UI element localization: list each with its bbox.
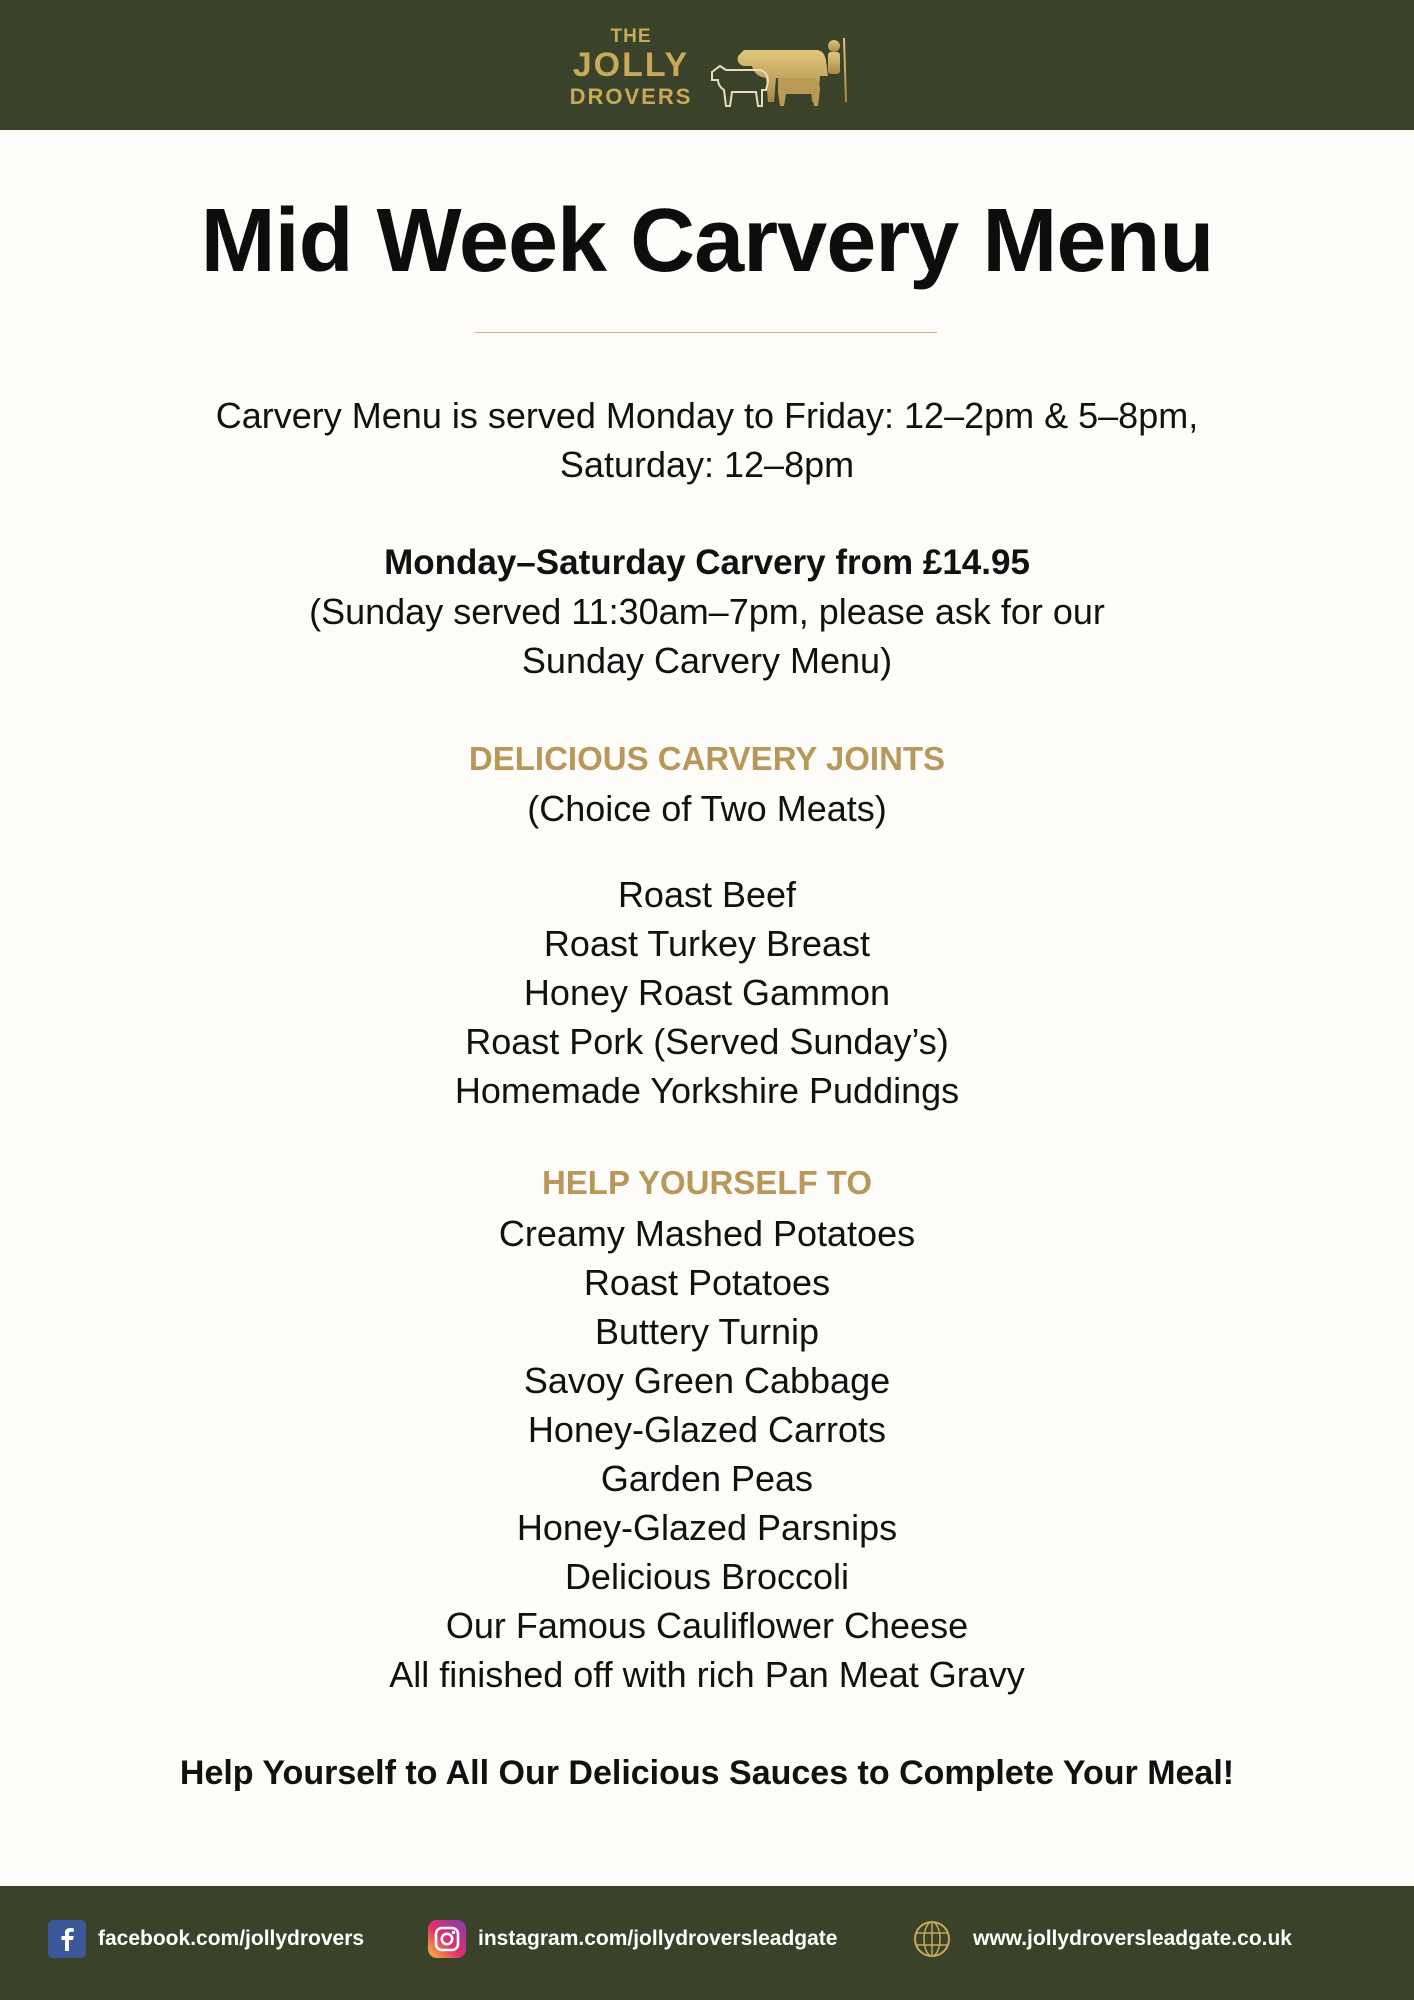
list-item: All finished off with rich Pan Meat Gravy: [389, 1654, 1025, 1695]
sunday-note: [0, 587, 1414, 685]
list-item: Delicious Broccoli: [564, 1556, 850, 1597]
instagram-link-text: instagram.com/jollydroversleadgate: [478, 1927, 838, 1950]
instagram-link[interactable]: [428, 1919, 837, 1959]
facebook-link-text: facebook.com/jollydrovers: [98, 1927, 365, 1950]
serving-times-line-1: Carvery Menu is served Monday to Friday: 12–2pm & 5–8pm,: [215, 395, 1199, 436]
serving-times: [0, 391, 1414, 489]
sunday-note-line-1: (Sunday served 11:30am–7pm, please ask for our: [309, 591, 1105, 632]
sauces-line: Help Yourself to All Our Delicious Sauces to Complete Your Meal!: [179, 1754, 1235, 1792]
price-line: Monday–Saturday Carvery from £14.95: [384, 543, 1030, 582]
list-item: Roast Beef: [617, 874, 797, 915]
list-item: Honey Roast Gammon: [523, 972, 891, 1013]
list-item: Creamy Mashed Potatoes: [498, 1213, 916, 1254]
help-yourself-heading: HELP YOURSELF TO: [541, 1164, 873, 1201]
header-bar: [0, 0, 1414, 130]
list-item: Roast Turkey Breast: [543, 923, 871, 964]
logo: [566, 22, 856, 114]
logo-text-the: THE: [610, 26, 652, 47]
facebook-link[interactable]: [48, 1919, 364, 1959]
list-item: Roast Potatoes: [583, 1262, 831, 1303]
footer-bar: [0, 1886, 1414, 2000]
list-item: Roast Pork (Served Sunday’s): [465, 1021, 949, 1062]
joints-subheading: (Choice of Two Meats): [527, 788, 887, 829]
instagram-icon: [428, 1920, 466, 1958]
serving-times-line-2: Saturday: 12–8pm: [559, 444, 855, 485]
list-item: Homemade Yorkshire Puddings: [454, 1070, 960, 1111]
sunday-note-line-2: Sunday Carvery Menu): [521, 640, 893, 681]
cattle-drover-icon: [704, 32, 854, 114]
facebook-icon: [48, 1920, 86, 1958]
list-item: Garden Peas: [600, 1458, 814, 1499]
website-link-text: www.jollydroversleadgate.co.uk: [973, 1927, 1292, 1950]
logo-text-jolly: JOLLY: [572, 46, 690, 84]
logo-text-drovers: DROVERS: [569, 84, 693, 109]
list-item: Savoy Green Cabbage: [523, 1360, 891, 1401]
joints-list: [0, 870, 1414, 1115]
joints-heading: DELICIOUS CARVERY JOINTS: [468, 740, 946, 777]
globe-icon: [913, 1920, 951, 1958]
list-item: Honey-Glazed Parsnips: [516, 1507, 898, 1548]
website-link[interactable]: [913, 1919, 1292, 1959]
list-item: Buttery Turnip: [594, 1311, 820, 1352]
list-item: Honey-Glazed Carrots: [527, 1409, 887, 1450]
page-title: Mid Week Carvery Menu: [200, 191, 1214, 291]
sides-list: [0, 1209, 1414, 1699]
list-item: Our Famous Cauliflower Cheese: [445, 1605, 969, 1646]
title-divider: [475, 332, 937, 333]
